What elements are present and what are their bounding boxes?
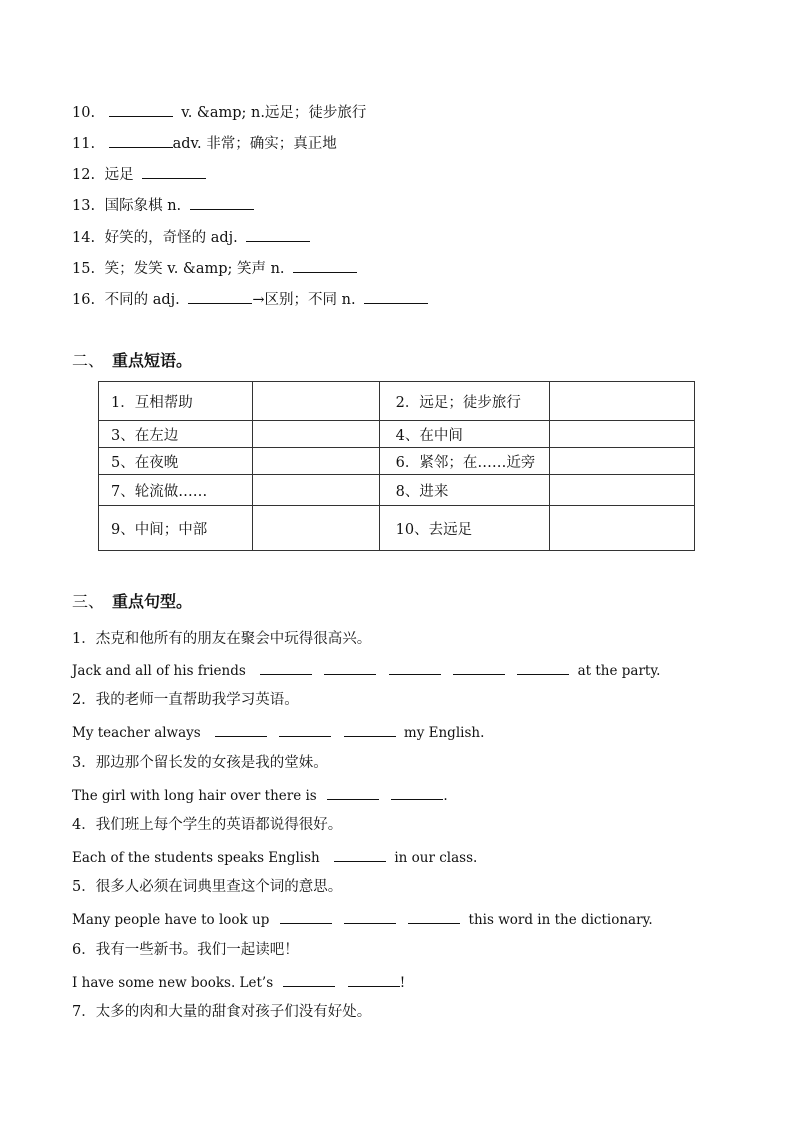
vocab-item: [72, 227, 314, 248]
vocab-item: [72, 195, 258, 216]
item-text: →区别；不同 n.: [252, 292, 356, 308]
vocab-item: [72, 133, 337, 154]
answer-blank[interactable]: [109, 133, 173, 148]
section-title: 重点句型。: [112, 592, 193, 611]
answer-blank[interactable]: [334, 847, 386, 862]
table-row: [99, 475, 695, 506]
vocab-item: [72, 258, 361, 279]
answer-cell[interactable]: [252, 506, 379, 551]
answer-blank[interactable]: [190, 195, 254, 210]
item-number: 13.: [72, 198, 96, 214]
sentence-english: [72, 972, 405, 993]
answer-blank[interactable]: [279, 722, 331, 737]
sentence-english: [72, 785, 448, 806]
sentence-chinese: 2．我的老师一直帮助我学习英语。: [72, 692, 299, 708]
section-title: 重点短语。: [112, 351, 193, 370]
phrase-cell: 7、轮流做……: [99, 475, 253, 506]
sentence-text: I have some new books. Let’s: [72, 975, 274, 991]
sentence-chinese: 1．杰克和他所有的朋友在聚会中玩得很高兴。: [72, 631, 372, 647]
phrase-cell: 8、进来: [379, 475, 550, 506]
phrases-table: [98, 381, 695, 551]
answer-blank[interactable]: [517, 660, 569, 675]
item-text: 不同的 adj.: [104, 292, 180, 308]
phrase-cell: 9、中间；中部: [99, 506, 253, 551]
table-row: [99, 506, 695, 551]
answer-cell[interactable]: [550, 382, 695, 421]
answer-blank[interactable]: [188, 289, 252, 304]
answer-blank[interactable]: [142, 164, 206, 179]
sentence-chinese: 4．我们班上每个学生的英语都说得很好。: [72, 817, 343, 833]
answer-blank[interactable]: [260, 660, 312, 675]
table-row: [99, 382, 695, 421]
vocab-item: [72, 164, 210, 185]
sentence-text: My teacher always: [72, 725, 201, 741]
item-number: 12.: [72, 167, 96, 183]
phrase-cell: 3、在左边: [99, 421, 253, 448]
item-number: 11.: [72, 136, 96, 152]
answer-blank[interactable]: [324, 660, 376, 675]
answer-cell[interactable]: [252, 382, 379, 421]
phrase-cell: 1．互相帮助: [99, 382, 253, 421]
sentence-english: [72, 909, 653, 930]
answer-blank[interactable]: [453, 660, 505, 675]
answer-cell[interactable]: [550, 421, 695, 448]
item-number: 10.: [72, 105, 96, 121]
phrase-cell: 4、在中间: [379, 421, 550, 448]
section-heading: [72, 591, 192, 613]
answer-cell[interactable]: [252, 448, 379, 475]
answer-blank[interactable]: [280, 909, 332, 924]
phrase-cell: 10、去远足: [379, 506, 550, 551]
answer-cell[interactable]: [550, 506, 695, 551]
answer-blank[interactable]: [327, 785, 379, 800]
item-text: 远足: [104, 167, 134, 183]
section-number: 三、: [72, 592, 105, 611]
sentence-text: Many people have to look up: [72, 912, 270, 928]
answer-blank[interactable]: [408, 909, 460, 924]
answer-blank[interactable]: [391, 785, 443, 800]
sentence-text: Jack and all of his friends: [72, 663, 246, 679]
section-heading: [72, 350, 192, 372]
answer-cell[interactable]: [550, 475, 695, 506]
sentence-text: The girl with long hair over there is: [72, 788, 317, 804]
table-row: [99, 448, 695, 475]
answer-cell[interactable]: [550, 448, 695, 475]
phrase-cell: 6．紧邻；在……近旁: [379, 448, 550, 475]
section-number: 二、: [72, 351, 105, 370]
sentence-text: at the party.: [577, 663, 661, 679]
sentence-text: my English.: [403, 725, 485, 741]
answer-blank[interactable]: [215, 722, 267, 737]
sentence-chinese: 5．很多人必须在词典里查这个词的意思。: [72, 879, 343, 895]
sentence-text: .: [443, 788, 448, 804]
item-text: 笑；发笑 v. &amp; 笑声 n.: [104, 261, 285, 277]
answer-cell[interactable]: [252, 421, 379, 448]
sentence-chinese: 3．那边那个留长发的女孩是我的堂妹。: [72, 755, 328, 771]
answer-cell[interactable]: [252, 475, 379, 506]
item-text: 国际象棋 n.: [104, 198, 182, 214]
sentence-text: Each of the students speaks English: [72, 850, 320, 866]
sentence-chinese: 7．太多的肉和大量的甜食对孩子们没有好处。: [72, 1004, 372, 1020]
answer-blank[interactable]: [364, 289, 428, 304]
sentence-text: in our class.: [394, 850, 478, 866]
item-text: v. &amp; n.远足；徒步旅行: [181, 105, 367, 121]
answer-blank[interactable]: [348, 972, 400, 987]
sentence-chinese: 6．我有一些新书。我们一起读吧！: [72, 942, 299, 958]
sentence-english: [72, 660, 660, 681]
sentence-english: [72, 722, 484, 743]
answer-blank[interactable]: [389, 660, 441, 675]
phrase-cell: 2．远足；徒步旅行: [379, 382, 550, 421]
answer-blank[interactable]: [283, 972, 335, 987]
sentence-text: !: [399, 975, 406, 991]
vocab-item: [72, 289, 432, 310]
phrase-cell: 5、在夜晚: [99, 448, 253, 475]
item-text: adv. 非常；确实；真正地: [172, 136, 337, 152]
answer-blank[interactable]: [246, 227, 310, 242]
item-text: 好笑的，奇怪的 adj.: [104, 230, 238, 246]
item-number: 16.: [72, 292, 96, 308]
answer-blank[interactable]: [344, 722, 396, 737]
table-row: [99, 421, 695, 448]
sentence-text: this word in the dictionary.: [468, 912, 653, 928]
vocab-item: [72, 102, 366, 123]
item-number: 15.: [72, 261, 96, 277]
item-number: 14.: [72, 230, 96, 246]
answer-blank[interactable]: [109, 102, 173, 117]
answer-blank[interactable]: [293, 258, 357, 273]
answer-blank[interactable]: [344, 909, 396, 924]
sentence-english: [72, 847, 477, 868]
